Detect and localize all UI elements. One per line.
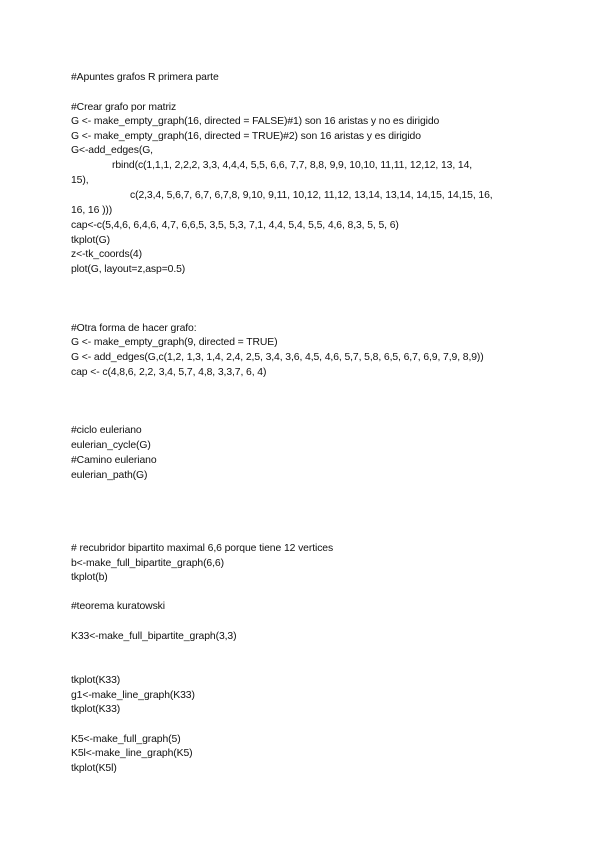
code-line: 15), [71,175,89,186]
code-line: G <- add_edges(G,c(1,2, 1,3, 1,4, 2,4, 2,5, 3,4, 3,6, 4,5, 4,6, 5,7, 5,8, 6,5, 6,7, 6,9, 7,9, 8,9)) [71,352,484,363]
code-line: z<-tk_coords(4) [71,249,142,260]
code-line: cap <- c(4,8,6, 2,2, 3,4, 5,7, 4,8, 3,3,7, 6, 4) [71,367,267,378]
code-line: tkplot(K33) [71,675,121,686]
code-line: plot(G, layout=z,asp=0.5) [71,264,186,275]
code-line: G<-add_edges(G, [71,145,153,156]
code-line: tkplot(G) [71,235,110,246]
code-line: K5l<-make_line_graph(K5) [71,748,193,759]
doc-title: #Apuntes grafos R primera parte [71,72,219,83]
code-line: K5<-make_full_graph(5) [71,734,181,745]
code-line: tkplot(K33) [71,704,121,715]
code-line: 16, 16 ))) [71,205,113,216]
comment-line: #Otra forma de hacer grafo: [71,323,197,334]
code-line: b<-make_full_bipartite_graph(6,6) [71,558,224,569]
code-line: K33<-make_full_bipartite_graph(3,3) [71,631,237,642]
code-line: g1<-make_line_graph(K33) [71,690,195,701]
code-line: tkplot(b) [71,572,108,583]
code-line: G <- make_empty_graph(16, directed = FALSE)#1) son 16 aristas y no es dirigido [71,116,440,127]
code-line: rbind(c(1,1,1, 2,2,2, 3,3, 4,4,4, 5,5, 6,6, 7,7, 8,8, 9,9, 10,10, 11,11, 12,12, 13, 14, [112,160,473,171]
comment-line: #Crear grafo por matriz [71,102,177,113]
comment-line: #ciclo euleriano [71,425,142,436]
code-line: G <- make_empty_graph(9, directed = TRUE) [71,337,278,348]
comment-line: #Camino euleriano [71,455,157,466]
code-line: cap<-c(5,4,6, 6,4,6, 4,7, 6,6,5, 3,5, 5,3, 7,1, 4,4, 5,4, 5,5, 4,6, 8,3, 5, 5, 6) [71,220,399,231]
comment-line: # recubridor bipartito maximal 6,6 porque tiene 12 vertices [71,543,334,554]
comment-line: #teorema kuratowski [71,601,165,612]
code-line: eulerian_cycle(G) [71,440,151,451]
code-line: eulerian_path(G) [71,470,148,481]
code-line: c(2,3,4, 5,6,7, 6,7, 6,7,8, 9,10, 9,11, 10,12, 11,12, 13,14, 13,14, 14,15, 14,15, 16, [130,190,493,201]
code-line: tkplot(K5l) [71,763,117,774]
code-line: G <- make_empty_graph(16, directed = TRUE)#2) son 16 aristas y es dirigido [71,131,421,142]
